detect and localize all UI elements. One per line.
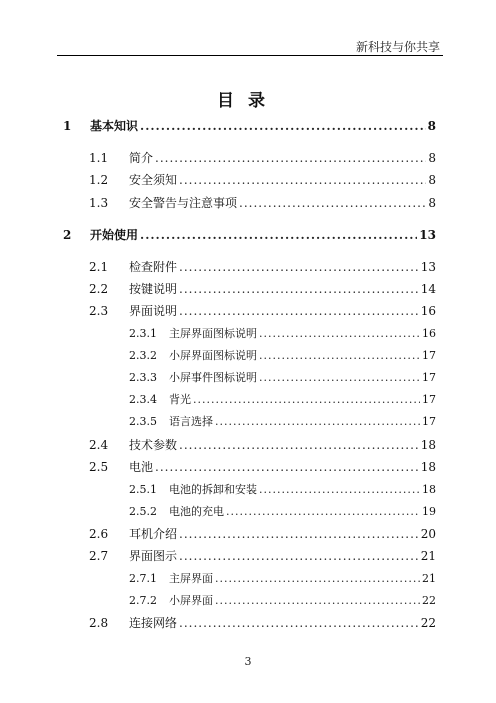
dot-leader bbox=[215, 591, 420, 611]
toc-title: 目录 bbox=[217, 91, 279, 111]
toc-entry-number: 2.3.1 bbox=[129, 327, 157, 340]
toc-entry[interactable] bbox=[129, 480, 436, 500]
toc-entry-number: 2.2 bbox=[89, 282, 109, 296]
dot-leader bbox=[259, 346, 420, 366]
toc-entry-number: 1 bbox=[63, 119, 72, 133]
toc-entry-label: 耳机介绍 bbox=[129, 527, 178, 541]
toc-entry-page: 17 bbox=[422, 393, 436, 406]
toc-entry-page: 20 bbox=[420, 527, 436, 541]
toc-entry-page: 17 bbox=[422, 371, 436, 384]
dot-leader bbox=[215, 569, 420, 589]
toc-entry-label: 开始使用 bbox=[90, 228, 139, 242]
toc-entry-label: 连接网络 bbox=[129, 616, 178, 630]
toc-entry[interactable] bbox=[89, 524, 436, 544]
toc-entry-page: 18 bbox=[420, 438, 436, 452]
toc-entry-number: 2.7 bbox=[89, 549, 109, 563]
toc-entry[interactable] bbox=[129, 346, 436, 366]
toc-entry[interactable] bbox=[89, 279, 436, 299]
toc-entry-page: 18 bbox=[420, 460, 436, 474]
toc-entry-number: 1.3 bbox=[89, 196, 109, 210]
toc-entry-page: 18 bbox=[422, 483, 436, 496]
toc-entry-number: 2.3.2 bbox=[129, 349, 157, 362]
dot-leader bbox=[140, 225, 417, 245]
toc-entry[interactable] bbox=[89, 613, 436, 633]
dot-leader bbox=[193, 390, 420, 410]
dot-leader bbox=[179, 257, 419, 277]
toc-entry-number: 2.3.5 bbox=[129, 415, 157, 428]
dot-leader bbox=[179, 524, 419, 544]
toc-entry-page: 22 bbox=[422, 594, 436, 607]
toc-entry-page: 22 bbox=[420, 616, 436, 630]
dot-leader bbox=[215, 412, 420, 432]
toc-entry[interactable] bbox=[129, 591, 436, 611]
toc-entry-page: 14 bbox=[420, 282, 436, 296]
dot-leader bbox=[179, 301, 419, 321]
dot-leader bbox=[239, 193, 426, 213]
toc-entry[interactable] bbox=[129, 324, 436, 344]
toc-entry-label: 基本知识 bbox=[90, 119, 139, 133]
page-number: 3 bbox=[244, 655, 252, 668]
toc-entry-label: 安全须知 bbox=[129, 173, 178, 187]
toc-entry-number: 2.7.1 bbox=[129, 572, 157, 585]
toc-entry-number: 2.5.2 bbox=[129, 505, 157, 518]
toc-entry-label: 语言选择 bbox=[169, 415, 213, 428]
toc-entry-number: 2.4 bbox=[89, 438, 109, 452]
toc-entry-label: 主屏界面图标说明 bbox=[169, 327, 257, 340]
toc-entry[interactable] bbox=[89, 301, 436, 321]
toc-entry-label: 检查附件 bbox=[129, 260, 178, 274]
toc-entry[interactable] bbox=[89, 193, 436, 213]
toc-entry-number: 2.3.4 bbox=[129, 393, 157, 406]
toc-entry-label: 安全警告与注意事项 bbox=[129, 196, 238, 210]
toc-entry-page: 13 bbox=[419, 228, 436, 242]
toc-entry-page: 21 bbox=[422, 572, 436, 585]
toc-entry[interactable] bbox=[89, 457, 436, 477]
toc-entry-page: 8 bbox=[428, 151, 436, 165]
toc-entry-number: 2.6 bbox=[89, 527, 109, 541]
toc-entry-label: 电池的充电 bbox=[169, 505, 224, 518]
toc-entry[interactable] bbox=[129, 502, 436, 522]
toc-entry-number: 2.3 bbox=[89, 304, 109, 318]
running-header: 新科技与你共享 bbox=[355, 40, 440, 54]
dot-leader bbox=[259, 480, 420, 500]
toc-entry[interactable] bbox=[129, 412, 436, 432]
toc-entry-page: 8 bbox=[427, 119, 436, 133]
toc-entry[interactable] bbox=[129, 368, 436, 388]
toc-entry-label: 小屏界面图标说明 bbox=[169, 349, 257, 362]
toc-entry[interactable] bbox=[89, 170, 436, 190]
toc-entry-page: 13 bbox=[420, 260, 436, 274]
dot-leader bbox=[155, 457, 419, 477]
toc-entry-page: 19 bbox=[422, 505, 436, 518]
toc-entry-page: 8 bbox=[428, 196, 436, 210]
toc-entry-page: 21 bbox=[420, 549, 436, 563]
toc-entry-page: 16 bbox=[420, 304, 436, 318]
toc-entry[interactable] bbox=[63, 116, 436, 136]
toc-entry-label: 界面说明 bbox=[129, 304, 178, 318]
toc-entry[interactable] bbox=[89, 148, 436, 168]
dot-leader bbox=[155, 148, 426, 168]
toc-entry-number: 2.7.2 bbox=[129, 594, 157, 607]
toc-entry-page: 17 bbox=[422, 349, 436, 362]
toc-entry-label: 按键说明 bbox=[129, 282, 178, 296]
dot-leader bbox=[179, 613, 419, 633]
dot-leader bbox=[179, 546, 419, 566]
toc-entry-label: 背光 bbox=[169, 393, 191, 406]
dot-leader bbox=[140, 116, 426, 136]
toc-entry-label: 技术参数 bbox=[129, 438, 178, 452]
toc-entry-label: 主屏界面 bbox=[169, 572, 213, 585]
toc-entry-number: 2.1 bbox=[89, 260, 109, 274]
dot-leader bbox=[179, 435, 419, 455]
toc-entry[interactable] bbox=[89, 435, 436, 455]
toc-entry-label: 简介 bbox=[129, 151, 154, 165]
toc-entry-label: 小屏事件图标说明 bbox=[169, 371, 257, 384]
toc-entry-number: 2.8 bbox=[89, 616, 109, 630]
dot-leader bbox=[226, 502, 420, 522]
toc-entry-page: 8 bbox=[428, 173, 436, 187]
toc-entry[interactable] bbox=[63, 225, 436, 245]
toc-entry-label: 电池的拆卸和安装 bbox=[169, 483, 257, 496]
dot-leader bbox=[259, 324, 420, 344]
toc-entry-number: 1.1 bbox=[89, 151, 109, 165]
header-rule bbox=[57, 55, 443, 56]
toc-entry[interactable] bbox=[89, 257, 436, 277]
toc-entry-number: 2.5 bbox=[89, 460, 109, 474]
toc-entry-number: 1.2 bbox=[89, 173, 109, 187]
toc-entry-number: 2 bbox=[63, 228, 72, 242]
toc-entry[interactable] bbox=[129, 390, 436, 410]
dot-leader bbox=[179, 279, 419, 299]
toc-entry-number: 2.3.3 bbox=[129, 371, 157, 384]
toc-entry-label: 界面图示 bbox=[129, 549, 178, 563]
dot-leader bbox=[179, 170, 426, 190]
toc-entry-page: 17 bbox=[422, 415, 436, 428]
toc-entry-label: 电池 bbox=[129, 460, 154, 474]
toc-entry-page: 16 bbox=[422, 327, 436, 340]
toc-entry[interactable] bbox=[129, 569, 436, 589]
toc-entry-label: 小屏界面 bbox=[169, 594, 213, 607]
toc-entry[interactable] bbox=[89, 546, 436, 566]
toc-entry-number: 2.5.1 bbox=[129, 483, 157, 496]
dot-leader bbox=[259, 368, 420, 388]
